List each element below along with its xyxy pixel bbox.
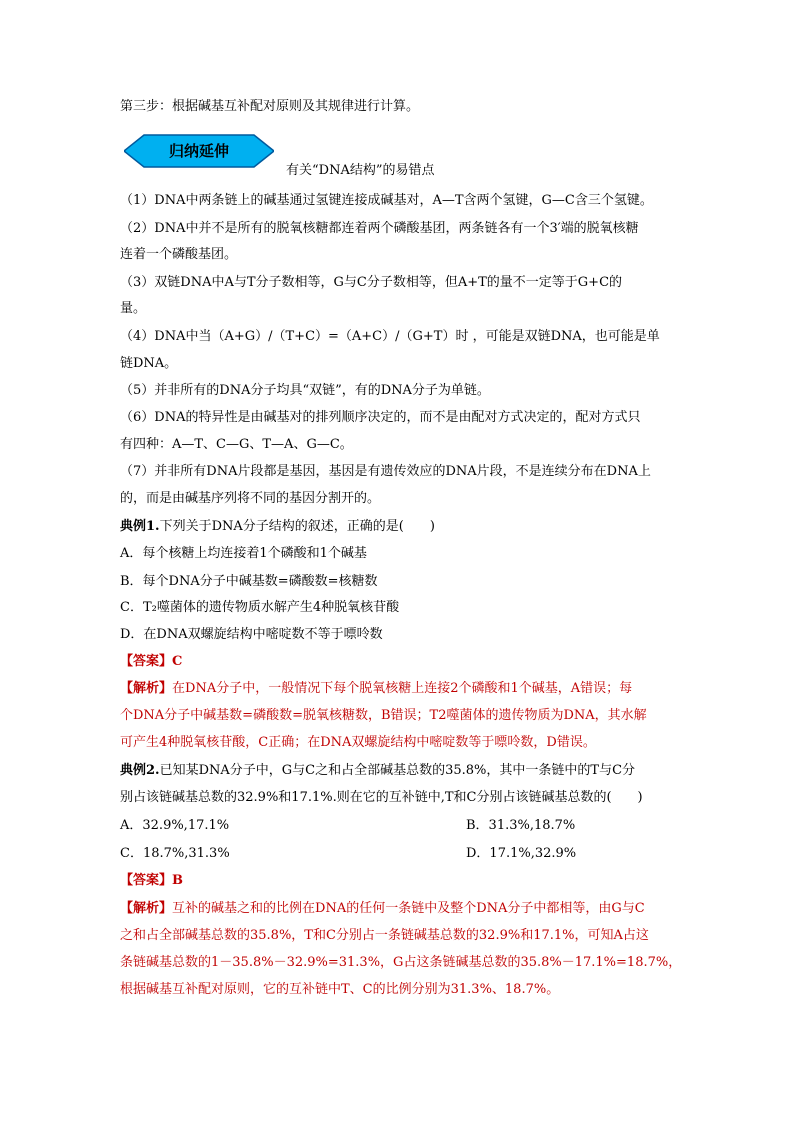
- example1-option: A．每个核糖上均连接着1个磷酸和1个碱基: [120, 546, 367, 561]
- example1-question: [120, 518, 435, 536]
- point-line: （1）DNA中两条链上的碱基通过氢键连接成碱基对，A—T含两个氢键，G—C含三个氢键。: [120, 193, 653, 208]
- example2-question: [120, 762, 635, 780]
- example2-option: B．31.3%,18.7%: [466, 818, 576, 833]
- point-line: 的，而是由碱基序列将不同的基因分割开的。: [120, 491, 381, 506]
- badge-label: 归纳延伸: [168, 142, 229, 160]
- point-line: （6）DNA的特异性是由碱基对的排列顺序决定的，而不是由配对方式决定的，配对方式只: [120, 410, 641, 425]
- point-line: 有四种：A—T、C—G、T—A、G—C。: [120, 437, 353, 452]
- example1-answer-value: C: [172, 654, 183, 669]
- example1-analysis: [120, 680, 632, 698]
- example1-answer-label: 【答案】: [120, 654, 173, 669]
- point-line: （4）DNA中当（A+G）/（T+C）=（A+C）/（G+T）时 ，可能是双链DNA，也可能是单: [120, 329, 660, 344]
- example2-option: C．18.7%,31.3%: [120, 846, 230, 861]
- example2-question-line: 别占该链碱基总数的32.9%和17.1%.则在它的互补链中,T和C分别占该链碱基总数的( ): [120, 790, 643, 805]
- example2-answer: [120, 872, 183, 890]
- example2-analysis-label: 【解析】: [120, 901, 173, 916]
- section-subheading: 有关“DNA结构”的易错点: [286, 163, 435, 178]
- example2-label: 典例2.: [120, 763, 160, 778]
- example2-analysis-text: 互补的碱基之和的比例在DNA的任何一条链中及整个DNA分子中都相等，由G与C: [172, 901, 645, 916]
- point-line: 链DNA。: [120, 356, 178, 371]
- example1-option: C．T₂噬菌体的遗传物质水解产生4种脱氧核苷酸: [120, 600, 400, 615]
- example2-analysis-line: 之和占全部碱基总数的35.8%，T和C分别占一条链碱基总数的32.9%和17.1%，可知A占这: [120, 928, 649, 943]
- example1-answer: [120, 653, 182, 671]
- example1-option: B．每个DNA分子中碱基数=磷酸数=核糖数: [120, 574, 378, 589]
- step-line: 第三步：根据碱基互补配对原则及其规律进行计算。: [120, 99, 420, 114]
- example2-option: D．17.1%,32.9%: [466, 846, 577, 861]
- point-line: 连着一个磷酸基团。: [120, 247, 238, 262]
- point-line: （7）并非所有DNA片段都是基因，基因是有遗传效应的DNA片段，不是连续分布在DNA上: [120, 464, 651, 479]
- example2-analysis-line: 条链碱基总数的1－35.8%－32.9%=31.3%，G占这条链碱基总数的35.8%－17.1%=18.7%，: [120, 955, 682, 970]
- example2-analysis-line: 根据碱基互补配对原则，它的互补链中T、C的比例分别为31.3%、18.7%。: [120, 982, 560, 997]
- example1-analysis-label: 【解析】: [120, 681, 173, 696]
- example1-analysis-text: 在DNA分子中，一般情况下每个脱氧核糖上连接2个磷酸和1个碱基，A错误；每: [172, 681, 633, 696]
- example1-analysis-line: 个DNA分子中碱基数=磷酸数=脱氧核糖数，B错误；T2噬菌体的遗传物质为DNA，其水解: [120, 708, 647, 723]
- example2-option: A．32.9%,17.1%: [120, 818, 230, 833]
- point-line: （5）并非所有的DNA分子均具“双链”，有的DNA分子为单链。: [120, 383, 490, 398]
- example1-question-text: 下列关于DNA分子结构的叙述，正确的是( ): [159, 519, 435, 534]
- point-line: （2）DNA中并不是所有的脱氧核糖都连着两个磷酸基团，两条链各有一个3′端的脱氧核糖: [120, 221, 639, 236]
- example2-option-row: [120, 845, 577, 863]
- example2-question-text: 已知某DNA分子中，G与C之和占全部碱基总数的35.8%，其中一条链中的T与C分: [159, 763, 636, 778]
- example2-answer-label: 【答案】: [120, 873, 173, 888]
- example2-option-row: [120, 817, 576, 835]
- example2-answer-value: B: [172, 873, 184, 888]
- example2-analysis: [120, 900, 645, 918]
- summary-badge: [124, 134, 274, 168]
- example1-option: D．在DNA双螺旋结构中嘧啶数不等于嘌呤数: [120, 627, 383, 642]
- example1-label: 典例1.: [120, 519, 160, 534]
- point-line: （3）双链DNA中A与T分子数相等，G与C分子数相等，但A+T的量不一定等于G+C的: [120, 275, 623, 290]
- example1-analysis-line: 可产生4种脱氧核苷酸，C正确；在DNA双螺旋结构中嘧啶数等于嘌呤数，D错误。: [120, 735, 596, 750]
- point-line: 量。: [120, 301, 147, 316]
